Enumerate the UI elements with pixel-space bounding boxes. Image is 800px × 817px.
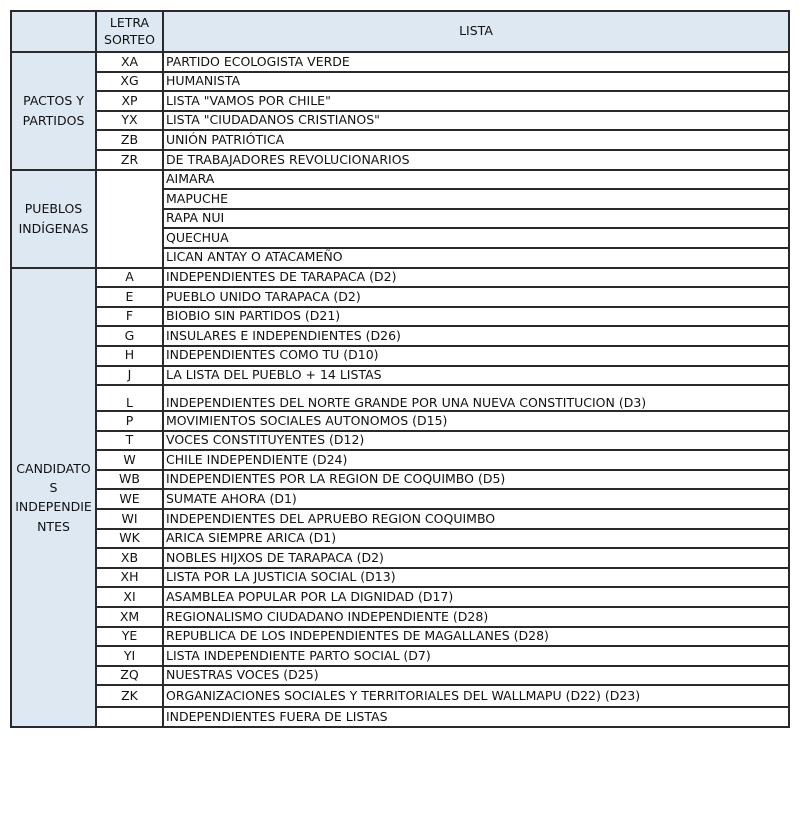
lista-cell: LICAN ANTAY O ATACAMEÑO bbox=[163, 248, 789, 268]
letra-cell-empty bbox=[96, 170, 163, 268]
letra-cell: WK bbox=[96, 529, 163, 549]
table-row bbox=[11, 130, 789, 150]
table-row bbox=[11, 489, 789, 509]
letra-cell: WI bbox=[96, 509, 163, 529]
letra-cell: P bbox=[96, 411, 163, 431]
letra-cell: XH bbox=[96, 568, 163, 588]
header-letra-sorteo: LETRA SORTEO bbox=[96, 11, 163, 52]
table-row bbox=[11, 548, 789, 568]
letra-cell: WE bbox=[96, 489, 163, 509]
letra-cell: XM bbox=[96, 607, 163, 627]
letra-cell: F bbox=[96, 307, 163, 327]
ballot-lists-table bbox=[10, 10, 790, 728]
table-row bbox=[11, 587, 789, 607]
table-row bbox=[11, 268, 789, 288]
table-row bbox=[11, 385, 789, 411]
lista-cell: INDEPENDIENTES DE TARAPACA (D2) bbox=[163, 268, 789, 288]
table-row bbox=[11, 366, 789, 386]
table-row bbox=[11, 170, 789, 190]
letra-cell: ZR bbox=[96, 150, 163, 170]
table-row bbox=[11, 72, 789, 92]
table-row bbox=[11, 91, 789, 111]
lista-cell: LISTA POR LA JUSTICIA SOCIAL (D13) bbox=[163, 568, 789, 588]
lista-cell: REGIONALISMO CIUDADANO INDEPENDIENTE (D28) bbox=[163, 607, 789, 627]
lista-cell: REPUBLICA DE LOS INDEPENDIENTES DE MAGALLANES (D28) bbox=[163, 627, 789, 647]
header-group bbox=[11, 11, 96, 52]
lista-cell: MOVIMIENTOS SOCIALES AUTONOMOS (D15) bbox=[163, 411, 789, 431]
lista-cell: INDEPENDIENTES DEL APRUEBO REGION COQUIMBO bbox=[163, 509, 789, 529]
letra-cell: XB bbox=[96, 548, 163, 568]
table-row bbox=[11, 627, 789, 647]
table-row bbox=[11, 646, 789, 666]
header-lista: LISTA bbox=[163, 11, 789, 52]
lista-cell: CHILE INDEPENDIENTE (D24) bbox=[163, 450, 789, 470]
letra-cell: E bbox=[96, 287, 163, 307]
lista-cell: LISTA INDEPENDIENTE PARTO SOCIAL (D7) bbox=[163, 646, 789, 666]
lista-cell: ARICA SIEMPRE ARICA (D1) bbox=[163, 529, 789, 549]
group-label-pueblos: PUEBLOS INDÍGENAS bbox=[11, 170, 96, 268]
table-header-row bbox=[11, 11, 789, 52]
table-row bbox=[11, 326, 789, 346]
letra-cell: G bbox=[96, 326, 163, 346]
table-row bbox=[11, 685, 789, 707]
letra-cell: H bbox=[96, 346, 163, 366]
lista-cell: ORGANIZACIONES SOCIALES Y TERRITORIALES DEL WALLMAPU (D22) (D23) bbox=[163, 685, 789, 707]
lista-cell: LA LISTA DEL PUEBLO + 14 LISTAS bbox=[163, 366, 789, 386]
table-row bbox=[11, 450, 789, 470]
table-row bbox=[11, 52, 789, 72]
lista-cell: INDEPENDIENTES DEL NORTE GRANDE POR UNA NUEVA CONSTITUCION (D3) bbox=[163, 385, 789, 411]
table-row bbox=[11, 707, 789, 727]
group-label-line: INDEPENDIE bbox=[15, 499, 92, 515]
lista-cell: QUECHUA bbox=[163, 228, 789, 248]
letra-cell: XA bbox=[96, 52, 163, 72]
lista-cell: INDEPENDIENTES COMO TU (D10) bbox=[163, 346, 789, 366]
letra-cell: WB bbox=[96, 470, 163, 490]
table-row bbox=[11, 666, 789, 686]
lista-cell: INSULARES E INDEPENDIENTES (D26) bbox=[163, 326, 789, 346]
letra-cell: YE bbox=[96, 627, 163, 647]
lista-cell: LISTA "CIUDADANOS CRISTIANOS" bbox=[163, 111, 789, 131]
letra-cell: YX bbox=[96, 111, 163, 131]
lista-cell: RAPA NUI bbox=[163, 209, 789, 229]
table-row bbox=[11, 307, 789, 327]
group-label-candidatos bbox=[11, 268, 96, 727]
lista-cell: ASAMBLEA POPULAR POR LA DIGNIDAD (D17) bbox=[163, 587, 789, 607]
table-row bbox=[11, 431, 789, 451]
table-row bbox=[11, 470, 789, 490]
group-label-line: NTES bbox=[37, 518, 70, 534]
lista-cell: HUMANISTA bbox=[163, 72, 789, 92]
letra-cell bbox=[96, 707, 163, 727]
lista-cell: BIOBIO SIN PARTIDOS (D21) bbox=[163, 307, 789, 327]
group-label-line: CANDIDATO bbox=[16, 460, 91, 476]
table-row bbox=[11, 607, 789, 627]
lista-cell: INDEPENDIENTES FUERA DE LISTAS bbox=[163, 707, 789, 727]
table-row bbox=[11, 346, 789, 366]
lista-cell: UNIÓN PATRIÓTICA bbox=[163, 130, 789, 150]
lista-cell: VOCES CONSTITUYENTES (D12) bbox=[163, 431, 789, 451]
group-label-pactos: PACTOS Y PARTIDOS bbox=[11, 52, 96, 170]
lista-cell: NUESTRAS VOCES (D25) bbox=[163, 666, 789, 686]
letra-cell: XG bbox=[96, 72, 163, 92]
table-row bbox=[11, 529, 789, 549]
table-row bbox=[11, 111, 789, 131]
table-row bbox=[11, 509, 789, 529]
lista-cell: INDEPENDIENTES POR LA REGION DE COQUIMBO (D5) bbox=[163, 470, 789, 490]
letra-cell: XP bbox=[96, 91, 163, 111]
lista-cell: SUMATE AHORA (D1) bbox=[163, 489, 789, 509]
table-row bbox=[11, 568, 789, 588]
lista-cell: NOBLES HIJXOS DE TARAPACA (D2) bbox=[163, 548, 789, 568]
table-row bbox=[11, 411, 789, 431]
lista-cell: AIMARA bbox=[163, 170, 789, 190]
letra-cell: A bbox=[96, 268, 163, 288]
letra-cell: ZK bbox=[96, 685, 163, 707]
table-row bbox=[11, 287, 789, 307]
lista-cell: PARTIDO ECOLOGISTA VERDE bbox=[163, 52, 789, 72]
letra-cell: YI bbox=[96, 646, 163, 666]
group-label-line: S bbox=[49, 479, 58, 495]
letra-cell: ZQ bbox=[96, 666, 163, 686]
lista-cell: DE TRABAJADORES REVOLUCIONARIOS bbox=[163, 150, 789, 170]
table-row bbox=[11, 150, 789, 170]
letra-cell: W bbox=[96, 450, 163, 470]
letra-cell: L bbox=[96, 385, 163, 411]
letra-cell: XI bbox=[96, 587, 163, 607]
letra-cell: J bbox=[96, 366, 163, 386]
letra-cell: T bbox=[96, 431, 163, 451]
letra-cell: ZB bbox=[96, 130, 163, 150]
lista-cell: LISTA "VAMOS POR CHILE" bbox=[163, 91, 789, 111]
lista-cell: MAPUCHE bbox=[163, 189, 789, 209]
lista-cell: PUEBLO UNIDO TARAPACA (D2) bbox=[163, 287, 789, 307]
